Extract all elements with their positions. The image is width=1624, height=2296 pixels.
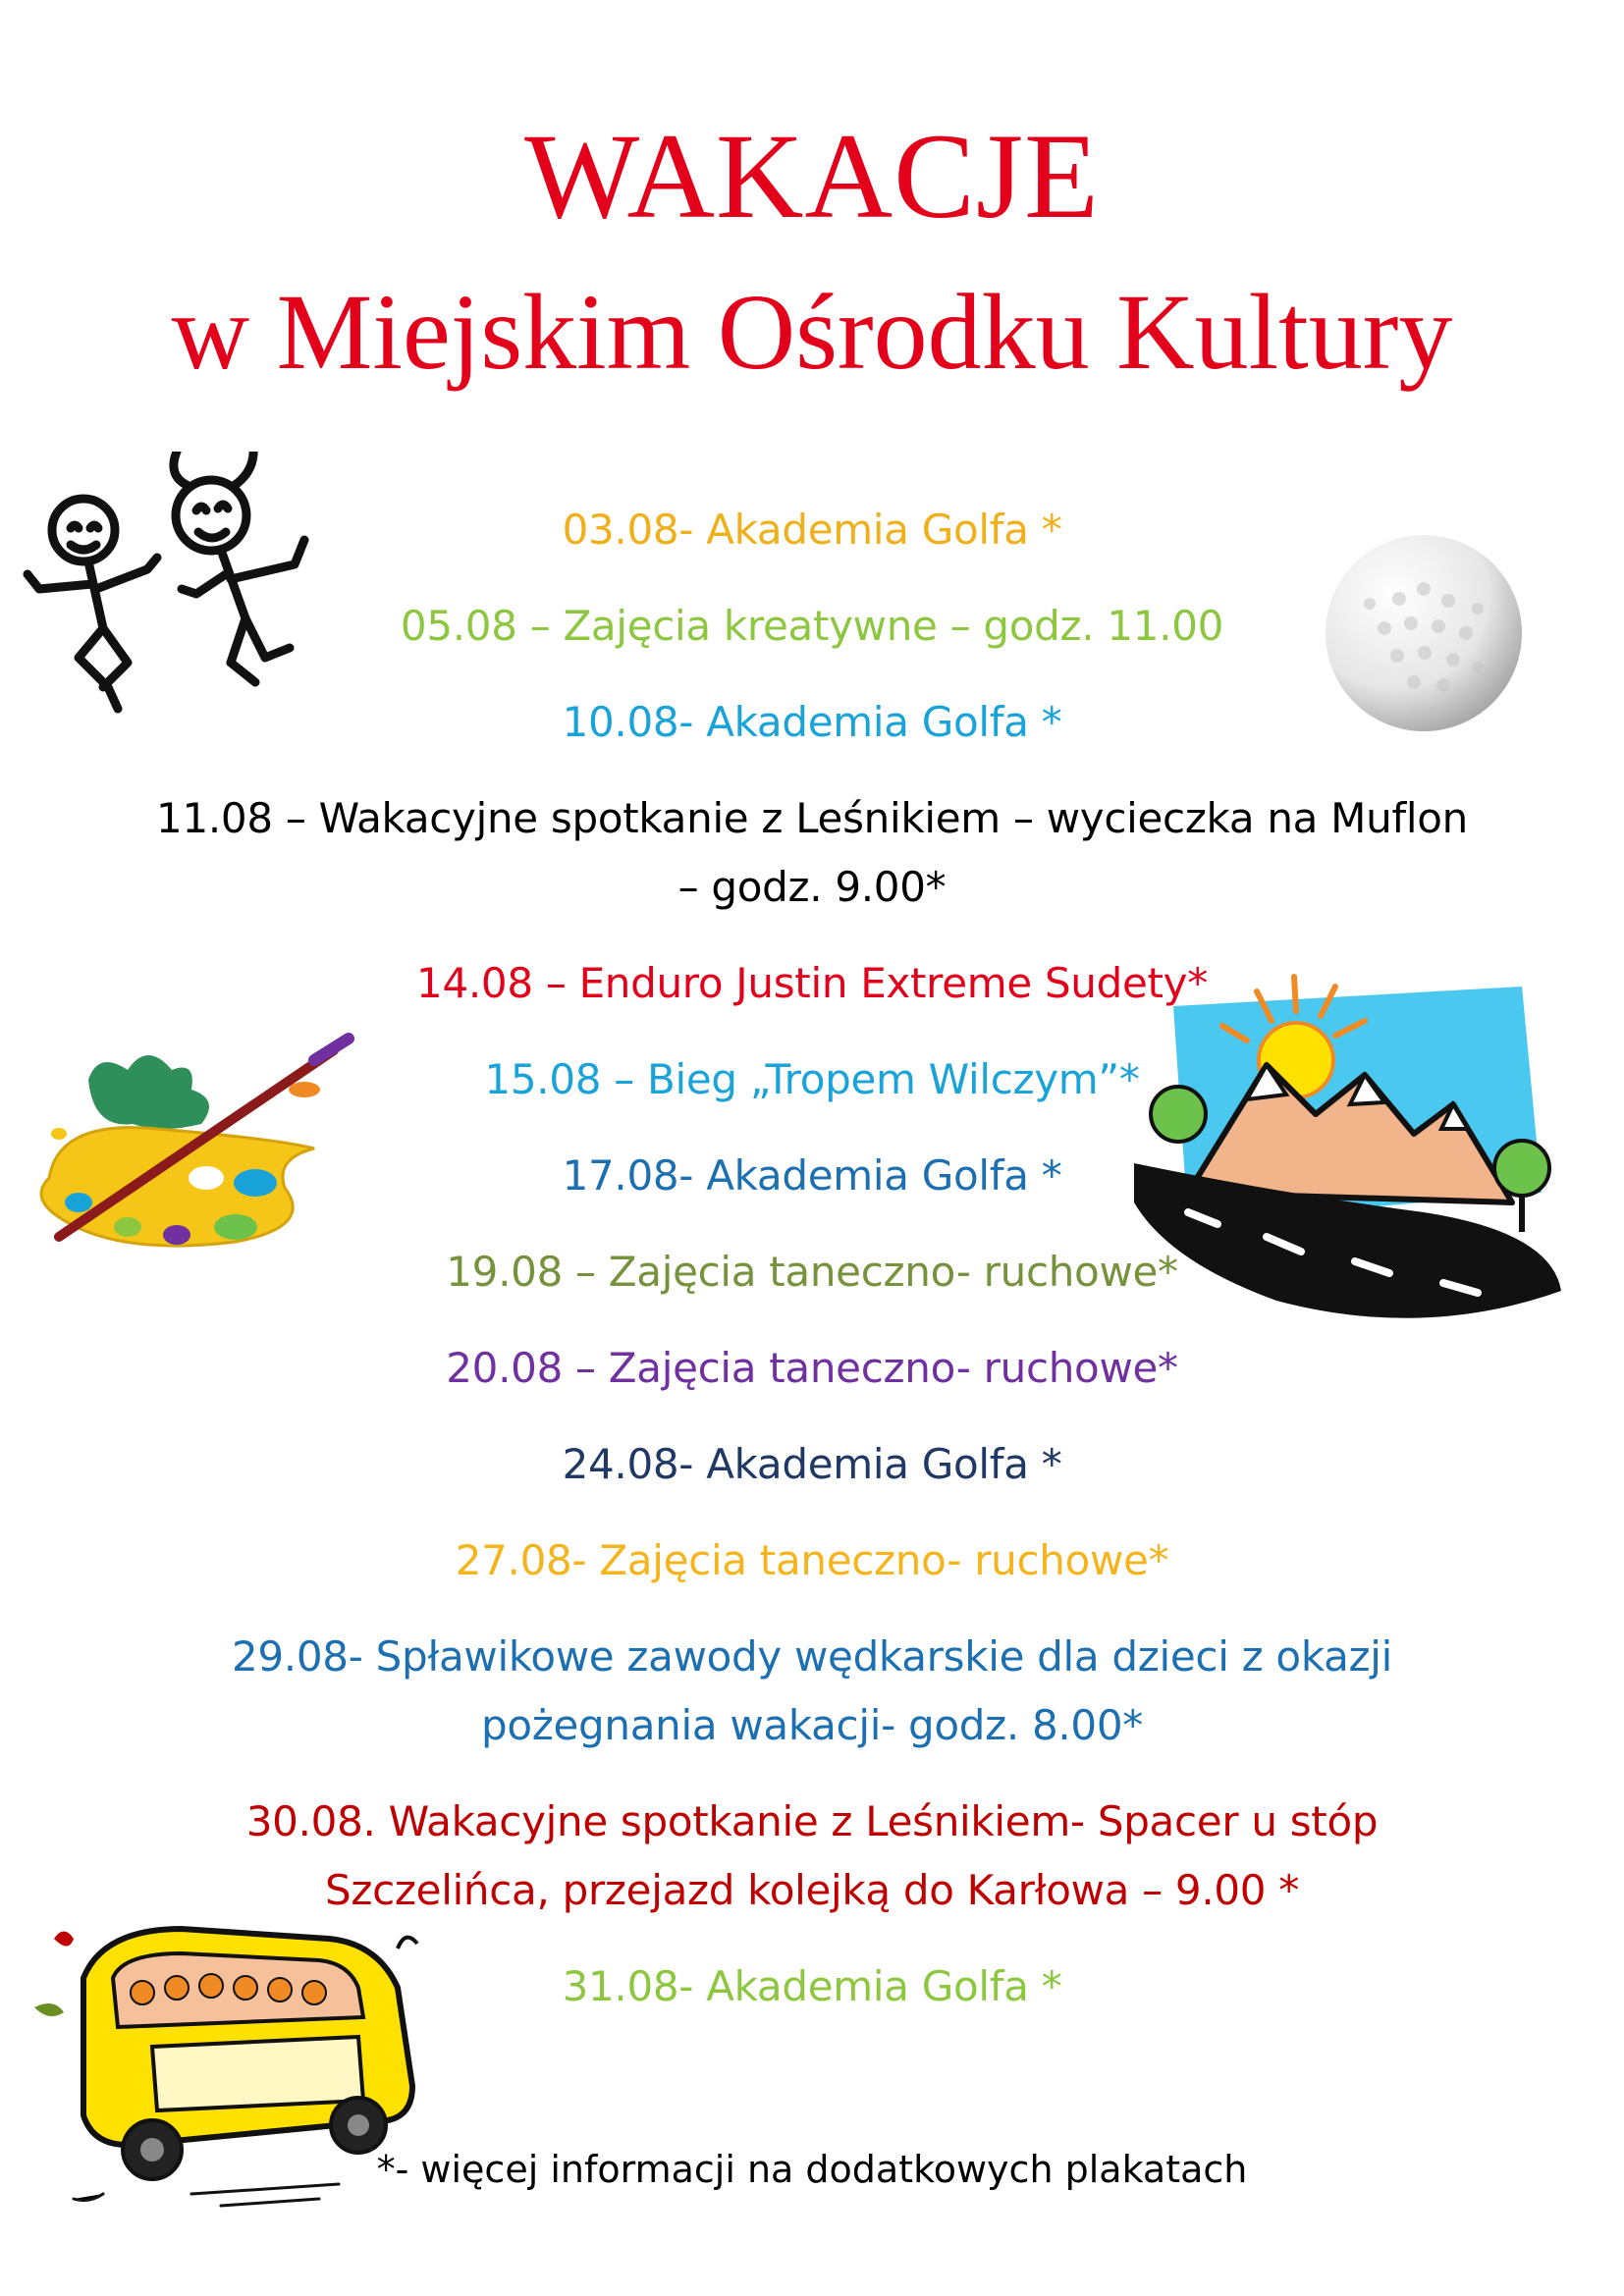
event-item: 10.08- Akademia Golfa * [562,698,1062,746]
event-item: 27.08- Zajęcia taneczno- ruchowe* [455,1536,1169,1584]
mountain-road-icon [1129,967,1571,1340]
event-item: 05.08 – Zajęcia kreatywne – godz. 11.00 [400,602,1224,650]
paint-palette-icon [20,1031,363,1256]
page-title: WAKACJE [524,109,1100,243]
school-bus-icon [25,1899,437,2223]
event-item: 20.08 – Zajęcia taneczno- ruchowe* [446,1344,1178,1392]
golf-ball-icon [1321,530,1527,736]
footnote: *- więcej informacji na dodatkowych plakatach [376,2148,1248,2191]
event-item: 31.08- Akademia Golfa * [562,1962,1062,2010]
dancing-kids-clipart [10,452,314,717]
event-item: 17.08- Akademia Golfa * [562,1151,1062,1200]
event-item: 14.08 – Enduro Justin Extreme Sudety* [416,959,1208,1007]
page-subtitle: w Miejskim Ośrodku Kultury [171,272,1453,392]
event-item: 11.08 – Wakacyjne spotkanie z Leśnikiem – wycieczka na Muflon – godz. 9.00* [156,794,1468,911]
event-item: 24.08- Akademia Golfa * [562,1440,1062,1488]
event-item: 15.08 – Bieg „Tropem Wilczym”* [484,1055,1140,1103]
event-item: 03.08- Akademia Golfa * [562,506,1062,554]
event-item: 19.08 – Zajęcia taneczno- ruchowe* [446,1248,1178,1296]
event-item: 29.08- Spławikowe zawody wędkarskie dla dzieci z okazji pożegnania wakacji- godz. 8.00* [231,1632,1393,1749]
event-item: 30.08. Wakacyjne spotkanie z Leśnikiem- Spacer u stóp Szczelińca, przejazd kolejką do Karłowa – 9.00 * [245,1797,1379,1914]
